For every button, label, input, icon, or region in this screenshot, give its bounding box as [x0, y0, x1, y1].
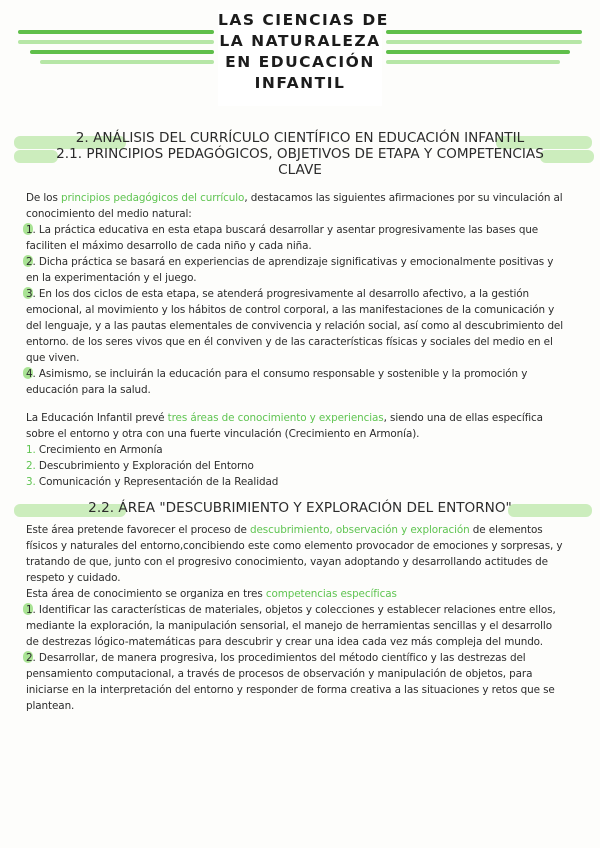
section-heading	[0, 500, 600, 516]
areas-paragraph: La Educación Infantil prevé tres áreas de conocimiento y experiencias, siendo una de ellas específica sobre el entorno y otra con una fuerte vinculación (Crecimiento en Armonía).	[26, 412, 543, 440]
highlight-term: descubrimiento, observación y exploración	[250, 524, 470, 536]
highlight-term: principios pedagógicos del currículo	[60, 192, 245, 204]
page-title	[218, 10, 389, 106]
list-item: 1. Crecimiento en Armonía	[26, 444, 163, 456]
title-stripe	[386, 40, 582, 44]
list-item: 1. Identificar las características de materiales, objetos y colecciones y establecer relaciones entre ellos, mediante la exploración, la manipulación sensorial, el manejo de herramientas sencillas y el desarrollo de destrezas lógico-matemáticas para descubrir y crear una idea cada vez más compleja del mundo.	[26, 604, 556, 648]
title-stripe	[386, 30, 582, 34]
title-stripe	[386, 60, 560, 64]
list-item: 3. En los dos ciclos de esta etapa, se atenderá progresivamente al desarrollo afectivo, a la gestión emocional, al movimiento y los hábitos de control corporal, a las manifestaciones de la comunicación y del lenguaje, y a las pautas elementales de convivencia y relación social, así como al descubrimiento del entorno. de los seres vivos que en él conviven y de las características físicas y sociales del medio en el que viven.	[26, 288, 564, 364]
area-paragraph: Este área pretende favorecer el proceso de descubrimiento, observación y exploración de elementos físicos y naturales del entorno,concibiendo este como elemento provocador de emociones y sorpresas, y tratando de que, junto con el progresivo conocimiento, vayan adoptando y desarrollando actitudes de respeto y cuidado.	[26, 524, 563, 584]
list-item: 1. La práctica educativa en esta etapa buscará desarrollar y asentar progresivamente las bases que faciliten el máximo desarrollo de cada niño y cada niña.	[26, 224, 539, 252]
title-stripe	[18, 30, 214, 34]
list-item: 2. Descubrimiento y Exploración del Entorno	[26, 460, 254, 472]
title-stripe	[18, 40, 214, 44]
title-stripe	[30, 50, 214, 54]
title-stripe	[386, 50, 570, 54]
title-line: LAS CIENCIAS DE	[218, 11, 389, 29]
section-2-2-title: 2.2. ÁREA "DESCUBRIMIENTO Y EXPLORACIÓN DEL ENTORNO"	[88, 500, 512, 516]
title-line: LA NATURALEZA	[219, 32, 381, 50]
title-line: EN EDUCACIÓN	[225, 53, 375, 71]
section-2-1-title: 2.1. PRINCIPIOS PEDAGÓGICOS, OBJETIVOS DE ETAPA Y COMPETENCIAS	[56, 146, 544, 162]
section-2-2-body	[26, 522, 566, 714]
title-line: INFANTIL	[254, 74, 346, 92]
list-item: 2. Desarrollar, de manera progresiva, los procedimientos del método científico y las destrezas del pensamiento computacional, a través de procesos de observación y manipulación de objetos, para iniciarse en la interpretación del entorno y responder de forma creativa a las situaciones y retos que se plantean.	[26, 652, 555, 712]
section-heading	[0, 130, 600, 178]
intro-paragraph: De los principios pedagógicos del currículo, destacamos las siguientes afirmaciones por su vinculación al conocimiento del medio natural:	[26, 192, 563, 220]
section-2-1-title-cont: CLAVE	[278, 162, 322, 178]
title-stripe	[40, 60, 214, 64]
list-item: 4. Asimismo, se incluirán la educación para el consumo responsable y sostenible y la promoción y educación para la salud.	[26, 368, 528, 396]
highlight-term: competencias específicas	[265, 588, 397, 600]
competencias-intro: Esta área de conocimiento se organiza en tres competencias específicas	[26, 588, 397, 600]
list-item: 3. Comunicación y Representación de la Realidad	[26, 476, 279, 488]
section-2-1-body	[26, 190, 566, 490]
highlight-term: tres áreas de conocimiento y experiencias	[167, 412, 384, 424]
section-2-title: 2. ANÁLISIS DEL CURRÍCULO CIENTÍFICO EN EDUCACIÓN INFANTIL	[75, 130, 525, 146]
title-block	[0, 8, 600, 108]
list-item: 2. Dicha práctica se basará en experiencias de aprendizaje significativas y emocionalmente positivas y en la experimentación y el juego.	[26, 256, 554, 284]
